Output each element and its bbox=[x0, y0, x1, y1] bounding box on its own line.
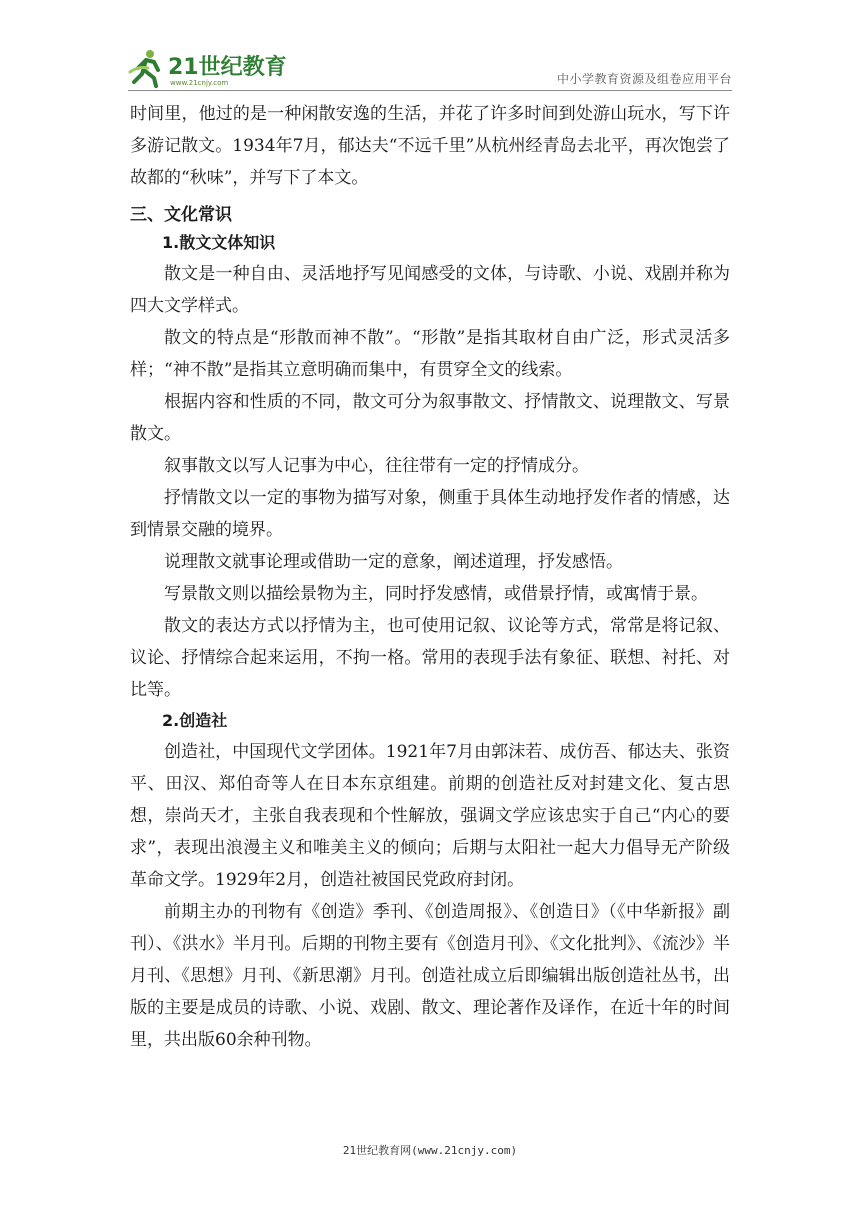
header-platform-text: 中小学教育资源及组卷应用平台 bbox=[556, 72, 732, 86]
creation-society-paragraph: 创造社，中国现代文学团体。1921年7月由郭沫若、成仿吾、郁达夫、张资平、田汉、郑伯奇等人在日本东京组建。前期的创造社反对封建文化、复古思想，崇尚天才，主张自我表现和个性解放，强调文学应该忠实于自己“内心的要求”，表现出浪漫主义和唯美主义的倾向；后期与太阳社一起大力倡导无产阶级革命文学。1929年2月，创造社被国民党政府封闭。 bbox=[130, 742, 730, 890]
page-footer: 21世纪教育网(www.21cnjy.com) bbox=[342, 1144, 518, 1157]
intro-paragraph: 时间里，他过的是一种闲散安逸的生活，并花了许多时间到处游山玩水，写下许多游记散文。1934年7月，郁达夫“不远千里”从杭州经青岛去北平，再次饱尝了故都的“秋味”，并写下了本文。 bbox=[130, 104, 730, 188]
prose-paragraph: 抒情散文以一定的事物为描写对象，侧重于具体生动地抒发作者的情感，达到情景交融的境界。 bbox=[130, 488, 730, 540]
creation-society-paragraph: 前期主办的刊物有《创造》季刊、《创造周报》、《创造日》（《中华新报》副刊）、《洪水》半月刊。后期的刊物主要有《创造月刊》、《文化批判》、《流沙》半月刊、《思想》月刊、《新思潮》月刊。创造社成立后即编辑出版创造社丛书，出版的主要是成员的诗歌、小说、戏剧、散文、理论著作及译作，在近十年的时间里，共出版60余种刊物。 bbox=[130, 902, 730, 1050]
runner-logo-icon bbox=[128, 48, 288, 88]
section-title-culture: 三、文化常识 bbox=[130, 205, 232, 225]
logo-text: 21世纪教育 bbox=[168, 55, 287, 80]
document-body bbox=[130, 98, 730, 1056]
subsection-title-creation-society: 2.创造社 bbox=[162, 711, 228, 730]
header-divider bbox=[128, 90, 732, 91]
prose-paragraph: 根据内容和性质的不同，散文可分为叙事散文、抒情散文、说理散文、写景散文。 bbox=[130, 392, 730, 444]
prose-paragraph: 说理散文就事论理或借助一定的意象，阐述道理，抒发感悟。 bbox=[164, 552, 623, 572]
page-header bbox=[128, 44, 732, 92]
prose-paragraph: 叙事散文以写人记事为中心，往往带有一定的抒情成分。 bbox=[164, 456, 589, 476]
logo-url: www.21cnjy.com bbox=[170, 79, 229, 87]
prose-paragraph: 写景散文则以描绘景物为主，同时抒发感情，或借景抒情，或寓情于景。 bbox=[164, 584, 708, 604]
prose-paragraph: 散文是一种自由、灵活地抒写见闻感受的文体，与诗歌、小说、戏剧并称为四大文学样式。 bbox=[130, 264, 730, 316]
subsection-title-prose: 1.散文文体知识 bbox=[162, 233, 276, 252]
prose-paragraph: 散文的特点是“形散而神不散”。“形散”是指其取材自由广泛，形式灵活多样；“神不散”是指其立意明确而集中，有贯穿全文的线索。 bbox=[130, 328, 730, 380]
prose-paragraph: 散文的表达方式以抒情为主，也可使用记叙、议论等方式，常常是将记叙、议论、抒情综合起来运用，不拘一格。常用的表现手法有象征、联想、衬托、对比等。 bbox=[130, 616, 730, 700]
logo bbox=[128, 48, 288, 88]
